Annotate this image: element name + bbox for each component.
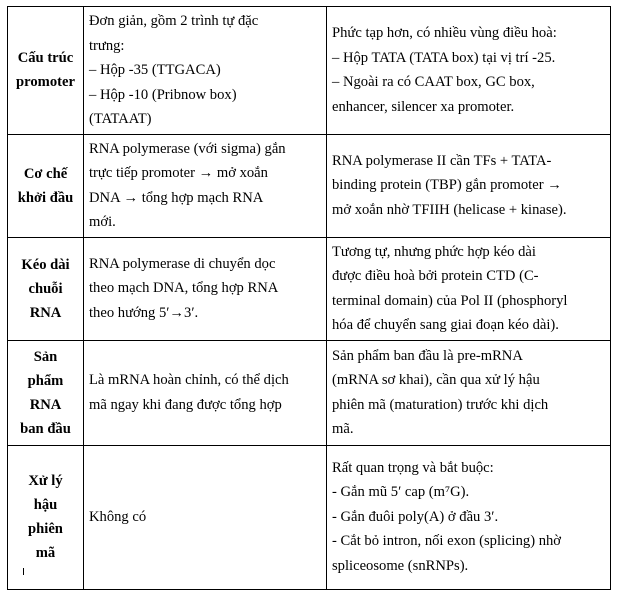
cell-line: theo hướng 5′→3′.: [89, 304, 199, 321]
prokaryote-cell: [84, 134, 327, 237]
comparison-table: [7, 6, 611, 590]
eukaryote-cell: [327, 134, 611, 237]
eukaryote-cell: [327, 445, 611, 589]
cell-line: Xử lý: [28, 473, 63, 489]
prokaryote-cell: [84, 7, 327, 135]
table-row: [8, 237, 611, 340]
cell-line: RNA: [29, 304, 62, 321]
cell-line: khởi đầu: [17, 189, 74, 206]
comparison-table-body: [8, 7, 611, 590]
cell-line: mã: [35, 545, 56, 561]
cell-line: hóa để chuyển sang giai đoạn kéo dài).: [332, 317, 559, 333]
cell-line: phiên: [28, 521, 63, 537]
cell-line: promoter: [16, 74, 75, 91]
cell-line: – Hộp -10 (Pribnow box): [89, 86, 237, 103]
cell-line: – Ngoài ra có CAAT box, GC box,: [332, 74, 535, 91]
cell-line: phiên mã (maturation) trước khi dịch: [332, 396, 549, 413]
cell-line: - Gắn đuôi poly(A) ở đầu 3′.: [332, 508, 499, 525]
cell-line: Kéo dài: [21, 256, 70, 273]
cell-line: Sản phẩm ban đầu là pre-mRNA: [332, 347, 523, 364]
cell-line: RNA polymerase II cần TFs + TATA-: [332, 152, 552, 169]
cell-line: mã ngay khi đang được tổng hợp: [89, 396, 282, 413]
cell-line: Cơ chế: [23, 165, 68, 182]
cell-line: mở xoắn nhờ TFIIH (helicase + kinase).: [332, 201, 567, 218]
cell-line: spliceosome (snRNPs).: [332, 557, 469, 574]
table-row: [8, 445, 611, 589]
cursor-mark: [23, 568, 24, 575]
cell-line: Sản: [33, 348, 58, 365]
table-row: [8, 134, 611, 237]
cell-line: - Gắn mũ 5′ cap (m⁷G).: [332, 484, 470, 501]
cell-line: Cấu trúc: [17, 50, 74, 67]
cell-line: trưng:: [89, 37, 125, 54]
cell-line: - Cắt bỏ intron, nối exon (splicing) nhờ: [332, 533, 562, 550]
cell-line: Là mRNA hoàn chỉnh, có thể dịch: [89, 372, 289, 388]
cell-line: binding protein (TBP) gắn promoter →: [332, 177, 562, 194]
cell-line: trực tiếp promoter → mở xoắn: [89, 165, 268, 181]
prokaryote-cell: [84, 445, 327, 589]
cell-line: mã.: [332, 421, 354, 437]
cell-line: – Hộp TATA (TATA box) tại vị trí -25.: [332, 49, 556, 66]
cell-line: Tương tự, nhưng phức hợp kéo dài: [332, 243, 536, 260]
table-row: [8, 340, 611, 445]
cell-line: hậu: [33, 497, 58, 513]
cell-line: – Hộp -35 (TTGACA): [89, 62, 221, 78]
cell-line: (mRNA sơ khai), cần qua xử lý hậu: [332, 372, 540, 388]
cell-line: DNA → tổng hợp mạch RNA: [89, 189, 264, 206]
row-label-cell: [8, 445, 84, 589]
cell-line: Rất quan trọng và bắt buộc:: [332, 459, 494, 476]
cell-line: (TATAAT): [89, 111, 152, 127]
cell-line: ban đầu: [20, 420, 71, 437]
row-label-cell: [8, 134, 84, 237]
cell-line: Đơn giản, gồm 2 trình tự đặc: [89, 13, 259, 29]
cell-line: RNA polymerase di chuyển dọc: [89, 255, 276, 272]
cell-line: terminal domain) của Pol II (phosphoryl: [332, 292, 568, 309]
prokaryote-cell: [84, 340, 327, 445]
cell-line: phẩm: [27, 372, 64, 389]
cell-line: RNA polymerase (với sigma) gắn: [89, 140, 286, 157]
prokaryote-cell: [84, 237, 327, 340]
cell-line: Không có: [89, 508, 147, 525]
cell-line: Phức tạp hơn, có nhiều vùng điều hoà:: [332, 25, 557, 42]
table-row: [8, 7, 611, 135]
cell-line: RNA: [29, 396, 62, 413]
eukaryote-cell: [327, 340, 611, 445]
cell-line: được điều hoà bởi protein CTD (C-: [332, 268, 539, 284]
cell-line: mới.: [89, 214, 116, 230]
eukaryote-cell: [327, 7, 611, 135]
row-label-cell: [8, 7, 84, 135]
cell-line: enhancer, silencer xa promoter.: [332, 98, 515, 115]
cell-line: chuỗi: [28, 280, 63, 297]
row-label-cell: [8, 340, 84, 445]
eukaryote-cell: [327, 237, 611, 340]
row-label-cell: [8, 237, 84, 340]
cell-line: theo mạch DNA, tổng hợp RNA: [89, 280, 279, 297]
